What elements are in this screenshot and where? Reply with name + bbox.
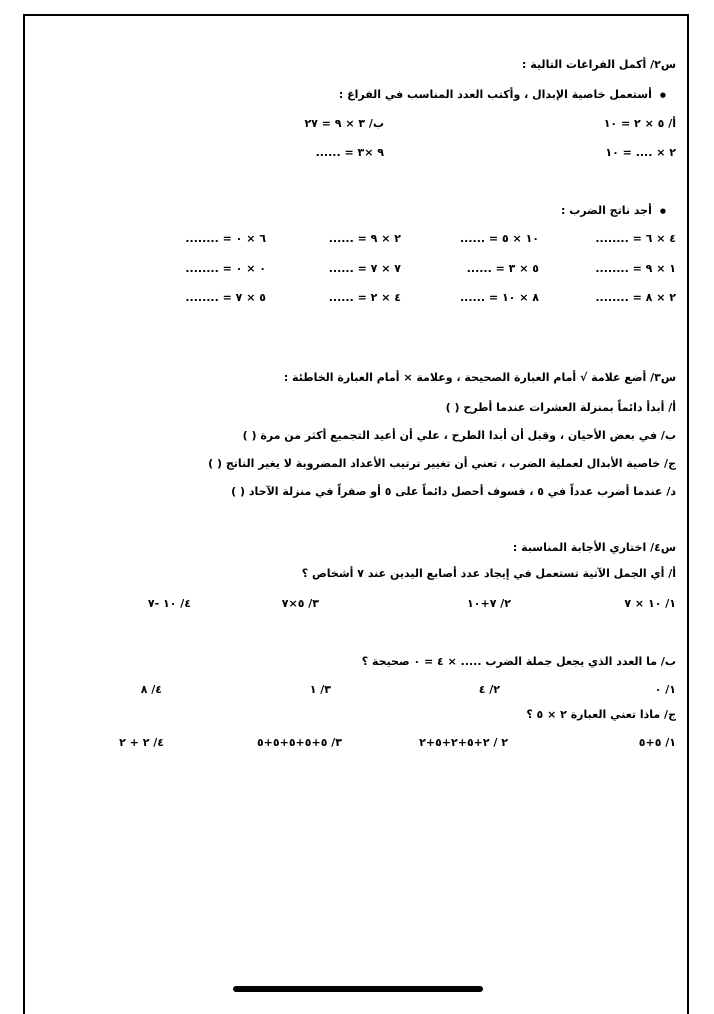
q4b-option: ٢/ ٤ (478, 683, 500, 696)
q4-title: س٤/ اختاري الأجابة المناسبة : (512, 541, 676, 554)
multiply-cell: ١٠ × ٥ = ...... (460, 232, 539, 245)
q3-title: س٣/ أضع علامة √ أمام العبارة الصحيحة ، وعلامة × أمام العبارة الخاطئة : (283, 371, 676, 384)
q2-item-b2: ٩ ×٣ = ...... (315, 146, 384, 159)
q4c-option: ٢ / ٢+٥+٢+٥+٢ (419, 736, 508, 749)
q2-bullet-commutative: ● أستعمل خاصية الإبدال ، وأكتب العدد المناسب في الفراغ : (339, 88, 666, 102)
q4-question-c: ج/ ماذا تعني العبارة ٢ × ٥ ؟ (526, 708, 676, 721)
q3-statement-c: ج/ خاصية الأبدال لعملية الضرب ، تعني أن تغيير ترتيب الأعداد المضروبة لا يغير الناتج ( ) (208, 457, 676, 470)
q4b-option: ٣/ ١ (309, 683, 331, 696)
q4-question-a: أ/ أي الجمل الآتية تستعمل في إيجاد عدد أصابع اليدين عند ٧ أشخاص ؟ (301, 567, 676, 580)
q4a-option: ٢/ ٧+١٠ (467, 597, 511, 610)
multiply-cell: ٢ × ٩ = ...... (328, 232, 401, 245)
home-indicator[interactable] (233, 986, 483, 992)
page-border (23, 14, 689, 1014)
multiply-cell: ٤ × ٦ = ........ (595, 232, 676, 245)
q3-statement-a: أ/ أبدأ دائماً بمنزلة العشرات عندما أطرح ( ) (445, 401, 676, 414)
q2-item-b: ب/ ٣ × ٩ = ٢٧ (304, 117, 384, 130)
q4c-option: ٣/ ٥+٥+٥+٥+٥ (256, 736, 342, 749)
multiply-cell: ٢ × ٨ = ........ (595, 291, 676, 304)
q4c-option: ٤/ ٢ + ٢ (119, 736, 164, 749)
multiply-cell: ٥ × ٣ = ...... (466, 262, 539, 275)
q4a-option: ١/ ١٠ × ٧ (624, 597, 676, 610)
q4a-option: ٣/ ٥×٧ (281, 597, 319, 610)
multiply-cell: ٥ × ٧ = ........ (185, 291, 266, 304)
multiply-cell: ٠ × ٠ = ........ (185, 262, 266, 275)
q4b-option: ٤/ ٨ (140, 683, 162, 696)
q3-statement-b: ب/ في بعض الأحيان ، وقبل أن أبدا الطرح ، علي أن أعيد التجميع أكثر من مرة ( ) (242, 429, 676, 442)
q2-item-a2: ٢ × .... = ١٠ (605, 146, 676, 159)
multiply-cell: ٨ × ١٠ = ...... (460, 291, 539, 304)
q2-item-a: أ/ ٥ × ٢ = ١٠ (603, 117, 676, 130)
q2-title: س٢/ أكمل الفراغات التالية : (522, 58, 676, 71)
q4a-option: ٤/ ١٠ -٧ (147, 597, 191, 610)
q4-question-b: ب/ ما العدد الذي يجعل جملة الضرب ..... × ٤ = ٠ صحيحة ؟ (361, 655, 676, 668)
q4b-option: ١/ ٠ (654, 683, 676, 696)
q4c-option: ١/ ٥+٥ (638, 736, 676, 749)
q3-statement-d: د/ عندما أضرب عدداً في ٥ ، فسوف أحصل دائماً على ٥ أو صفراً في منزلة الآحاد ( ) (231, 485, 676, 498)
multiply-cell: ٤ × ٢ = ...... (328, 291, 401, 304)
multiply-cell: ٦ × ٠ = ........ (185, 232, 266, 245)
multiply-cell: ١ × ٩ = ........ (595, 262, 676, 275)
multiply-cell: ٧ × ٧ = ...... (328, 262, 401, 275)
q2-bullet-multiply: ● أجد ناتج الضرب : (561, 204, 666, 218)
